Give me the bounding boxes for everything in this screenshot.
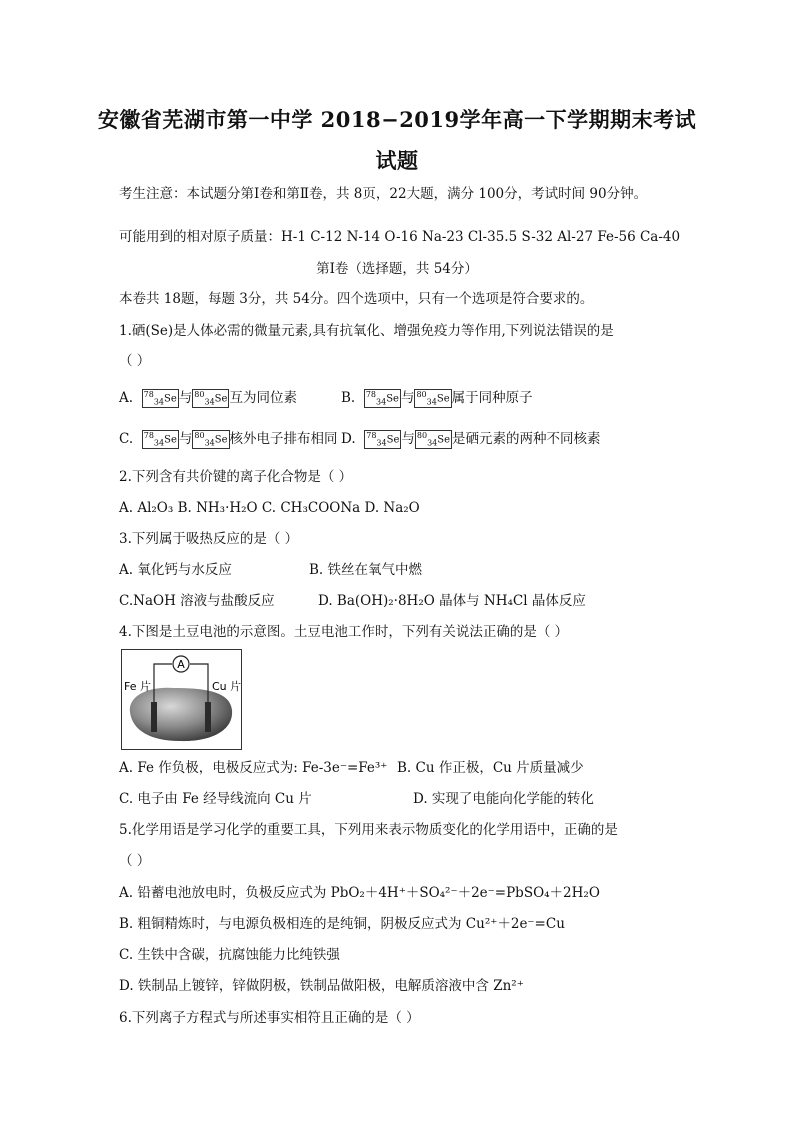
q5-paren: （ ）: [119, 853, 151, 869]
q6-stem: 6.下列离子方程式与所述事实相符且正确的是（ ）: [119, 1010, 420, 1026]
q2-options: A. Al₂O₃ B. NH₃·H₂O C. CH₃COONa D. Na₂O: [119, 500, 420, 516]
cu-label: Cu 片: [212, 680, 241, 693]
potato-shape: [130, 688, 232, 741]
se80-nuclide: $^{80}_{34}$Se: [416, 390, 450, 407]
q4-option-d: D. 实现了电能向化学能的转化: [413, 791, 594, 807]
q1-option-c: C. $^{78}_{34}$Se 与 $^{80}_{34}$Se 核外电子排布相同: [119, 431, 338, 448]
q3-option-a: A. 氧化钙与水反应: [119, 562, 232, 578]
section-heading: 第Ⅰ卷（选择题，共 54分）: [316, 261, 478, 277]
q5-option-d: D. 铁制品上镀锌，锌做阴极，铁制品做阳极，电解质溶液中含 Zn²⁺: [119, 978, 524, 994]
q5-option-c: C. 生铁中含碳，抗腐蚀能力比纯铁强: [119, 947, 340, 963]
section-instruction: 本卷共 18题，每题 3分，共 54分。四个选项中，只有一个选项是符合要求的。: [119, 291, 594, 307]
q5-option-b: B. 粗铜精炼时，与电源负极相连的是纯铜，阴极反应式为 Cu²⁺＋2e⁻=Cu: [119, 916, 565, 932]
page-title: 安徽省芜湖市第一中学 2018−2019学年高一下学期期末考试: [97, 107, 697, 132]
q2-stem: 2.下列含有共价键的离子化合物是（ ）: [119, 469, 353, 485]
exam-notice: 考生注意：本试题分第Ⅰ卷和第Ⅱ卷，共 8页，22大题，满分 100分，考试时间 90分钟。: [119, 186, 648, 202]
potato-battery-diagram: [122, 650, 241, 749]
q1-option-d: D. $^{78}_{34}$Se 与 $^{80}_{34}$Se 是硒元素的两种不同核素: [341, 431, 601, 448]
se80-nuclide: $^{80}_{34}$Se: [194, 431, 228, 448]
q4-option-b: B. Cu 作正极，Cu 片质量减少: [397, 760, 584, 776]
ammeter-label: A: [177, 658, 185, 671]
se80-nuclide: $^{80}_{34}$Se: [416, 431, 451, 448]
q1-stem: 1.硒(Se)是人体必需的微量元素,具有抗氧化、增强免疫力等作用,下列说法错误的是: [119, 323, 614, 339]
q1-paren: （ ）: [119, 353, 151, 369]
q3-option-c: C.NaOH 溶液与盐酸反应: [119, 593, 275, 609]
se78-nuclide: $^{78}_{34}$Se: [365, 390, 399, 407]
q5-stem: 5.化学用语是学习化学的重要工具，下列用来表示物质变化的化学用语中，正确的是: [119, 822, 618, 838]
se78-nuclide: $^{78}_{34}$Se: [143, 431, 177, 448]
cu-electrode: [205, 702, 211, 732]
q4-option-a: A. Fe 作负极，电极反应式为: Fe-3e⁻=Fe³⁺: [119, 760, 388, 776]
q3-option-d: D. Ba(OH)₂·8H₂O 晶体与 NH₄Cl 晶体反应: [318, 593, 586, 609]
fe-label: Fe 片: [124, 680, 151, 693]
q4-stem: 4.下图是土豆电池的示意图。土豆电池工作时，下列有关说法正确的是（ ）: [119, 624, 569, 640]
q5-option-a: A. 铅蓄电池放电时，负极反应式为 PbO₂＋4H⁺＋SO₄²⁻＋2e⁻=PbSO₄＋2H₂O: [119, 885, 600, 901]
q3-option-b: B. 铁丝在氧气中燃: [309, 562, 423, 578]
q1-option-a: A. $^{78}_{34}$Se 与 $^{80}_{34}$Se 互为同位素: [119, 390, 297, 407]
q3-stem: 3.下列属于吸热反应的是（ ）: [119, 531, 299, 547]
se78-nuclide: $^{78}_{34}$Se: [143, 390, 177, 407]
page-subtitle: 试题: [375, 148, 419, 173]
atomic-masses: 可能用到的相对原子质量：H-1 C-12 N-14 O-16 Na-23 Cl-35.5 S-32 Al-27 Fe-56 Ca-40: [119, 229, 681, 245]
q1-a-letter: A.: [119, 390, 134, 407]
potato-battery-figure: [121, 649, 242, 750]
fe-electrode: [151, 702, 157, 732]
q1-option-b: B. $^{78}_{34}$Se 与 $^{80}_{34}$Se 属于同种原子: [341, 390, 533, 407]
se80-nuclide: $^{80}_{34}$Se: [194, 390, 228, 407]
q4-option-c: C. 电子由 Fe 经导线流向 Cu 片: [119, 791, 312, 807]
se78-nuclide: $^{78}_{34}$Se: [366, 431, 400, 448]
